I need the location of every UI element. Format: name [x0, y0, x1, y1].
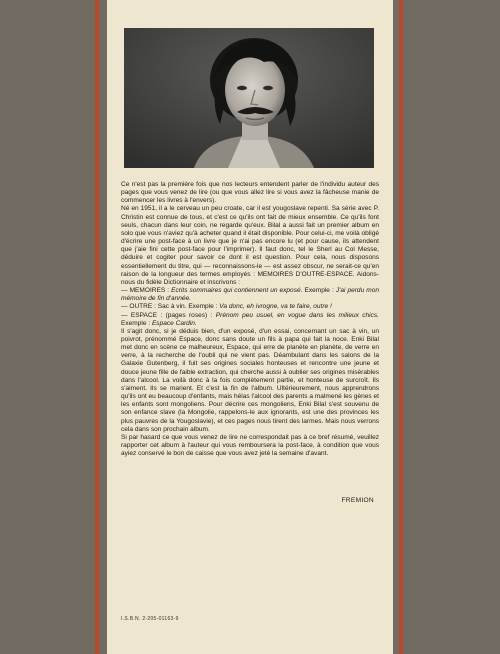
example-label: Exemple :	[304, 287, 336, 295]
example-label: Exemple :	[188, 303, 220, 311]
isbn-number: I.S.B.N. 2-205-01163-9	[121, 616, 179, 622]
definition-example: Va donc, eh ivrogne, va te faire, outre !	[219, 303, 332, 311]
author-signature: FREMION	[341, 497, 374, 504]
definition-example: Espace Cardin.	[151, 319, 197, 327]
paragraph: Né en 1951, il a le cerveau un peu croate, car il est yougoslave repenti. Sa série avec P. Christin est connue de tous, et c'est ce qu'ils ont fait de mieux ensemble. Ce qu'ils font seuls, chacun dans leur coin, ne regarde qu'eux. Bilal a aussi fait un premier album en solo que vous n'aviez qu'à acheter quand il était disponible. Pour celui-ci, me voilà obligé d'écrire une post-face à un livre que je n'ai pas encore lu (et pour cause, ils attendent que j'aie fini cette post-face pour l'imprimer). Il faut donc, tel le Sherl au Col Messe, déduire et cogiter pour savoir ce dont il est question. Pour cela, nous disposons essentiellement du titre, qui — reconnaissons-le — est assez obscur, ne serait-ce qu'en raison de la longueur des termes employés : MEMOIRES D'OUTRE-ESPACE. Aidons-nous du fidèle Dictionnaire et inscrivons :	[121, 205, 379, 286]
example-label: Exemple :	[121, 319, 152, 327]
paragraph: Ce n'est pas la première fois que nos lecteurs entendent parler de l'individu auteur des pages que vous venez de lire (ou que vous allez lire si vous avez la fâcheuse manie de commencer les livres à l'envers).	[121, 181, 379, 205]
definition-memoires	[121, 287, 379, 303]
left-red-stripe	[95, 0, 99, 654]
definition-term: — OUTRE : Sac à vin.	[121, 303, 189, 311]
postface-text	[121, 181, 379, 458]
definition-body: Ecrits sommaires qui contiennent un exposé.	[171, 287, 305, 295]
definition-espace	[121, 312, 379, 328]
paragraph: Il s'agit donc, si je déduis bien, d'un exposé, d'un essai, concernant un sac à vin, un poivrot, prénommé Espace, donc sans doute un fils à papa qui fait la noce. Enki Bilal met donc en scène ce malheureux, Espace, qui erre de planète en planète, de verre en verre, à la recherche de l'oubli qui ne vient pas. Déambulant dans les salons de la Galaxie Gutenberg, il fuit ses origines sociales honteuses et rencontre une jeune et douce jeune fille de faible extraction, qui cherche aussi à oublier ses origines misérables dans l'alcool. La voilà donc à la fois complètement partie, et honteuse de surcroît. Ils s'aiment. Ils se marient. Et c'est la fin de l'album. Ultérieurement, nous apprendrons qu'ils ont eu beaucoup d'enfants, mais hélas l'alcool des parents a malmené les gènes et les enfants sont mongoliens. Pour décrire ces mongoliens, Enki Bilal s'est souvenu de son enfance slave (la Mongolie, rappelons-le aux ignorants, est une des provinces les plus pauvres de la Yougoslavie), et ces pages nous tirent des larmes. Mais nous verrons cela dans son prochain album.	[121, 327, 379, 433]
portrait-photo	[124, 28, 374, 168]
definition-outre	[121, 303, 379, 311]
paragraph: Si par hasard ce que vous venez de lire ne correspondait pas à ce bref résumé, veuillez rapporter cet album à l'auteur qui vous remboursera la post-face, à condition que vous ayiez conservé le bon de caisse que vous avez jeté la semaine d'avant.	[121, 433, 379, 458]
definition-body: Prénom peu usuel, en vogue dans les milieux chics.	[215, 311, 379, 319]
definition-term: — ESPACE : (pages roses) :	[121, 311, 216, 319]
portrait-photo-icon	[124, 28, 374, 168]
definition-example: J'ai perdu mon mémoire de fin d'année.	[121, 287, 379, 303]
right-red-stripe	[399, 0, 403, 654]
definition-term: — MEMOIRES :	[121, 287, 172, 295]
